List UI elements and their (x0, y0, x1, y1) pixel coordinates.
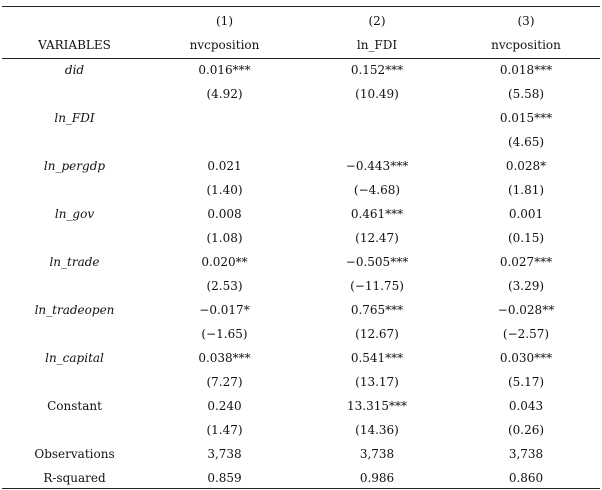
coef-cell: 0.038*** (198, 351, 251, 365)
tstat-cell: (4.92) (206, 87, 243, 101)
header-number-cell: (2) (368, 14, 386, 28)
coef-row (2, 298, 600, 322)
summary-row (2, 442, 600, 466)
variable-label: did (64, 63, 85, 77)
summary-cell: 0.986 (359, 471, 395, 485)
summary-cell: 0.860 (508, 471, 544, 485)
summary-label: R-squared (43, 471, 106, 485)
tstat-cell: (13.17) (355, 375, 399, 389)
coef-cell: 0.015*** (499, 111, 553, 125)
tstat-cell (302, 130, 452, 154)
summary-cell: 3,738 (508, 447, 544, 461)
coef-cell (302, 106, 452, 130)
tstat-cell: (12.47) (355, 231, 399, 245)
header-number-cell (2, 9, 147, 33)
tstat-row (2, 130, 600, 154)
tstat-row (2, 226, 600, 250)
tstat-cell: (−1.65) (201, 327, 248, 341)
summary-cell: 0.859 (207, 471, 242, 485)
coef-cell: 0.008 (207, 207, 242, 221)
tstat-cell: (4.65) (507, 135, 545, 149)
coef-row (2, 106, 600, 130)
coef-cell: −0.017* (199, 303, 250, 317)
coef-row (2, 346, 600, 370)
tstat-row (2, 370, 600, 394)
summary-cell: 3,738 (359, 447, 395, 461)
tstat-cell: (10.49) (355, 87, 399, 101)
coef-row (2, 154, 600, 178)
bottom-rule (2, 488, 600, 489)
coef-cell: 0.016*** (198, 63, 251, 77)
coef-row (2, 394, 600, 418)
tstat-cell: (5.17) (507, 375, 545, 389)
coef-cell: −0.028** (497, 303, 555, 317)
column-name: ln_FDI (356, 38, 398, 52)
tstat-row (2, 418, 600, 442)
coef-cell: 0.541*** (350, 351, 404, 365)
header-name-row (2, 33, 600, 57)
tstat-cell: (1.47) (206, 423, 243, 437)
coef-row (2, 58, 600, 82)
tstat-cell: (12.67) (355, 327, 399, 341)
column-name: nvcposition (189, 38, 260, 52)
variable-label: ln_trade (49, 255, 100, 269)
tstat-cell: (7.27) (206, 375, 243, 389)
coef-cell: 0.030*** (499, 351, 553, 365)
header-number-cell: (3) (517, 14, 535, 28)
tstat-cell: (−11.75) (350, 279, 404, 293)
variable-label: ln_capital (45, 351, 104, 365)
tstat-cell: (−4.68) (353, 183, 401, 197)
tstat-row (2, 82, 600, 106)
coef-cell: 0.021 (207, 159, 242, 173)
tstat-cell: (1.81) (507, 183, 545, 197)
tstat-cell: (2.53) (206, 279, 243, 293)
variables-header: VARIABLES (38, 38, 111, 52)
column-name: nvcposition (491, 38, 561, 52)
coef-cell: 0.001 (508, 207, 544, 221)
coef-cell: −0.443*** (345, 159, 409, 173)
coef-cell: 0.043 (508, 399, 544, 413)
variable-label: ln_gov (54, 207, 95, 221)
coef-cell: 0.152*** (350, 63, 404, 77)
tstat-cell (147, 130, 302, 154)
header-number-cell: (1) (216, 14, 233, 28)
tstat-cell: (14.36) (355, 423, 399, 437)
tstat-cell: (0.15) (507, 231, 545, 245)
coef-row (2, 250, 600, 274)
variable-label: ln_tradeopen (34, 303, 115, 317)
coef-cell: 0.027*** (499, 255, 553, 269)
variable-label: ln_pergdp (43, 159, 106, 173)
tstat-cell: (0.26) (507, 423, 545, 437)
coef-cell: 0.028* (505, 159, 547, 173)
coef-cell: 13.315*** (347, 399, 407, 413)
coef-cell: 0.018*** (499, 63, 553, 77)
coef-cell (147, 106, 302, 130)
tstat-cell: (1.08) (206, 231, 243, 245)
coef-cell: 0.240 (207, 399, 242, 413)
coef-cell: 0.020** (201, 255, 248, 269)
summary-cell: 3,738 (207, 447, 242, 461)
tstat-cell: (−2.57) (502, 327, 550, 341)
coef-cell: 0.461*** (350, 207, 404, 221)
tstat-cell: (5.58) (507, 87, 545, 101)
header-number-row (2, 9, 600, 33)
tstat-cell: (1.40) (206, 183, 243, 197)
coef-row (2, 202, 600, 226)
variable-label: Constant (47, 399, 102, 413)
tstat-row (2, 322, 600, 346)
top-rule (2, 6, 600, 7)
tstat-row (2, 274, 600, 298)
summary-row (2, 466, 600, 490)
coef-cell: −0.505*** (345, 255, 409, 269)
coef-cell: 0.765*** (350, 303, 404, 317)
variable-label: ln_FDI (54, 111, 95, 125)
tstat-row (2, 178, 600, 202)
summary-label: Observations (34, 447, 115, 461)
tstat-cell: (3.29) (507, 279, 545, 293)
